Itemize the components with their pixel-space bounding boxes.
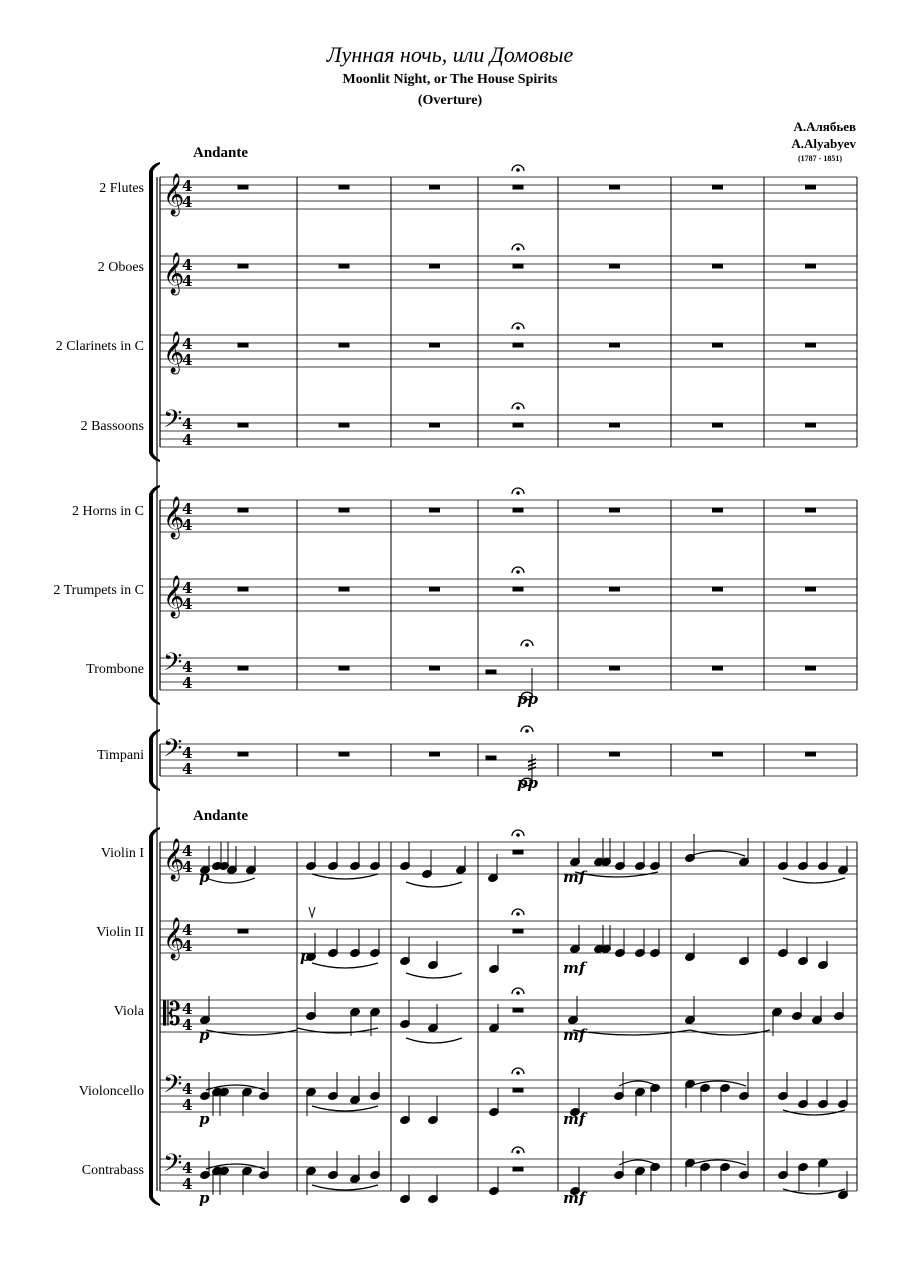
time-signature-numerator: 4: [182, 579, 193, 597]
slur: [783, 1189, 845, 1194]
whole-rest: [339, 423, 349, 427]
half-rest: [513, 1008, 523, 1012]
slur: [312, 1106, 378, 1111]
half-rest: [486, 670, 496, 674]
dynamic-trombone: pp: [517, 690, 538, 708]
instrument-label-cello: Violoncello: [78, 1084, 144, 1099]
time-signature-denominator: 4: [182, 760, 193, 778]
bracket-hook-top: [149, 827, 160, 836]
fermata-dot: [526, 730, 529, 733]
whole-rest: [430, 752, 440, 756]
time-signature-denominator: 4: [182, 674, 193, 692]
barlines: [157, 177, 857, 1191]
treble-clef-icon: 𝄞: [163, 839, 185, 880]
time-signature-numerator: 4: [182, 415, 193, 433]
bass-clef-icon: 𝄢: [163, 1070, 183, 1105]
whole-rest: [430, 508, 440, 512]
bracket-hook-bottom: [149, 453, 160, 462]
tempo-marking-strings: Andante: [193, 808, 249, 824]
treble-clef-icon: 𝄞: [163, 332, 185, 373]
whole-rest: [610, 666, 620, 670]
instrument-label-violin1: Violin I: [100, 846, 144, 861]
instrument-label-oboes: 2 Oboes: [97, 260, 144, 275]
whole-rest: [610, 508, 620, 512]
fermata-dot: [517, 571, 520, 574]
whole-rest: [610, 185, 620, 189]
bracket-hook-bottom: [149, 782, 160, 791]
fermata-dot: [517, 492, 520, 495]
whole-rest: [238, 929, 248, 933]
time-signature-numerator: 4: [182, 256, 193, 274]
dynamic-violin1-m5: mf: [563, 868, 586, 886]
whole-rest: [713, 343, 723, 347]
composer-dates: (1787 - 1851): [798, 154, 842, 163]
whole-rest: [713, 264, 723, 268]
tempo-marking-winds: Andante: [193, 145, 249, 161]
dynamic-violin2-m2: p: [300, 947, 311, 965]
whole-rest: [806, 264, 816, 268]
dynamic-bass-m1: p: [199, 1189, 210, 1207]
bracket: [149, 738, 153, 782]
slur: [406, 1038, 462, 1043]
half-rest: [513, 1088, 523, 1092]
treble-clef-icon: 𝄞: [163, 174, 185, 215]
whole-rest: [806, 752, 816, 756]
time-signature-numerator: 4: [182, 842, 193, 860]
time-signature-denominator: 4: [182, 937, 193, 955]
slur: [206, 1030, 297, 1035]
whole-rest: [713, 666, 723, 670]
bass-clef-icon: 𝄢: [163, 734, 183, 769]
bracket: [149, 171, 153, 453]
up-bow-icon: [309, 907, 315, 917]
bass-clef-icon: 𝄢: [163, 1149, 183, 1184]
composer-russian: А.Алябьев: [793, 119, 856, 134]
slur: [690, 1081, 746, 1086]
time-signature-numerator: 4: [182, 1159, 193, 1177]
bracket-hook-top: [149, 162, 160, 171]
fermata-dot: [517, 992, 520, 995]
time-signature-denominator: 4: [182, 1096, 193, 1114]
dynamic-timpani: pp: [517, 774, 538, 792]
bracket-hook-bottom: [149, 1197, 160, 1206]
score-subtitle: Moonlit Night, or The House Spirits: [342, 72, 558, 87]
slur: [406, 882, 462, 887]
time-signature-denominator: 4: [182, 193, 193, 211]
instrument-label-viola: Viola: [113, 1004, 144, 1019]
whole-rest: [238, 587, 248, 591]
slur: [312, 963, 378, 968]
treble-clef-icon: 𝄞: [163, 918, 185, 959]
fermata-dot: [517, 834, 520, 837]
slur: [690, 851, 745, 856]
time-signature-numerator: 4: [182, 177, 193, 195]
instrument-label-horns: 2 Horns in C: [72, 504, 144, 519]
bass-clef-icon: 𝄢: [163, 405, 183, 440]
treble-clef-icon: 𝄞: [163, 253, 185, 294]
whole-rest: [610, 587, 620, 591]
slur: [406, 973, 462, 978]
whole-rest: [610, 264, 620, 268]
fermata-dot: [517, 913, 520, 916]
staff-lines: [160, 177, 857, 1191]
score-subtitle-overture: (Overture): [417, 93, 483, 108]
whole-rest: [238, 666, 248, 670]
treble-clef-icon: 𝄞: [163, 576, 185, 617]
dynamic-viola-m1: p: [199, 1026, 210, 1044]
bracket-hook-top: [149, 485, 160, 494]
time-signature-numerator: 4: [182, 1080, 193, 1098]
time-signature-numerator: 4: [182, 921, 193, 939]
alto-clef-icon: 𝄡: [163, 995, 181, 1033]
half-rest: [513, 1167, 523, 1171]
dynamic-violin1-m1: p: [199, 868, 210, 886]
dynamic-viola-m5: mf: [563, 1026, 586, 1044]
dynamic-cello-m5: mf: [563, 1110, 586, 1128]
whole-rest: [339, 185, 349, 189]
time-signature-denominator: 4: [182, 595, 193, 613]
score-title: Лунная ночь, или Домовые: [326, 42, 574, 67]
whole-rest: [513, 264, 523, 268]
whole-rest: [339, 752, 349, 756]
whole-rest: [610, 343, 620, 347]
whole-rest: [339, 343, 349, 347]
slur: [783, 1110, 845, 1115]
time-signature-numerator: 4: [182, 744, 193, 762]
time-signature-numerator: 4: [182, 658, 193, 676]
time-signature-denominator: 4: [182, 1016, 193, 1034]
bracket: [149, 836, 153, 1197]
slur: [575, 872, 658, 877]
whole-rest: [430, 264, 440, 268]
whole-rest: [238, 343, 248, 347]
half-rest: [486, 756, 496, 760]
fermata-dot: [517, 248, 520, 251]
dynamic-violin2-m5: mf: [563, 959, 586, 977]
half-rest: [513, 850, 523, 854]
whole-rest: [430, 185, 440, 189]
whole-rest: [238, 752, 248, 756]
whole-rest: [713, 587, 723, 591]
whole-rest: [806, 343, 816, 347]
time-signature-denominator: 4: [182, 272, 193, 290]
whole-rest: [806, 508, 816, 512]
instrument-label-bassoons: 2 Bassoons: [80, 419, 144, 434]
instrument-label-clarinets: 2 Clarinets in C: [55, 339, 144, 354]
instrument-label-timpani: Timpani: [97, 748, 144, 763]
slur: [312, 874, 378, 879]
whole-rest: [713, 185, 723, 189]
treble-clef-icon: 𝄞: [163, 497, 185, 538]
bracket: [149, 494, 153, 696]
dynamics: [199, 690, 588, 1207]
whole-rest: [713, 752, 723, 756]
whole-rest: [430, 343, 440, 347]
whole-rest: [806, 587, 816, 591]
whole-rest: [430, 666, 440, 670]
fermata-dot: [517, 327, 520, 330]
whole-rest: [238, 185, 248, 189]
whole-rest: [430, 587, 440, 591]
whole-rest: [513, 343, 523, 347]
time-signature-denominator: 4: [182, 351, 193, 369]
slur: [312, 1185, 378, 1190]
whole-rest: [430, 423, 440, 427]
whole-rest: [806, 185, 816, 189]
instrument-label-contrabass: Contrabass: [81, 1163, 144, 1178]
time-signature-numerator: 4: [182, 1000, 193, 1018]
instrument-label-trombone: Trombone: [86, 662, 144, 677]
fermata-dot: [517, 1151, 520, 1154]
instrument-label-violin2: Violin II: [96, 925, 144, 940]
slur: [573, 1030, 690, 1035]
whole-rest: [713, 423, 723, 427]
slur: [690, 1030, 770, 1035]
bracket-hook-bottom: [149, 696, 160, 705]
fermata-dot: [526, 644, 529, 647]
whole-rest: [513, 508, 523, 512]
whole-rest: [339, 264, 349, 268]
fermata-dot: [517, 169, 520, 172]
whole-rest: [610, 752, 620, 756]
half-rest: [513, 929, 523, 933]
dynamic-bass-m5: mf: [563, 1189, 586, 1207]
whole-rest: [806, 666, 816, 670]
slur: [783, 878, 845, 883]
fermata-dot: [517, 407, 520, 410]
whole-rest: [339, 508, 349, 512]
composer-english: A.Alyabyev: [791, 136, 856, 151]
whole-rest: [610, 423, 620, 427]
whole-rest: [339, 666, 349, 670]
brackets: [149, 162, 160, 1206]
bracket-hook-top: [149, 729, 160, 738]
whole-rest: [238, 423, 248, 427]
time-signature-denominator: 4: [182, 431, 193, 449]
whole-rest: [513, 185, 523, 189]
whole-rest: [339, 587, 349, 591]
dynamic-cello-m1: p: [199, 1110, 210, 1128]
time-signature-numerator: 4: [182, 500, 193, 518]
slur: [619, 1160, 657, 1165]
time-signature-denominator: 4: [182, 1175, 193, 1193]
slur: [690, 1160, 746, 1165]
whole-rest: [238, 264, 248, 268]
fermata-dot: [517, 1072, 520, 1075]
instrument-label-trumpets: 2 Trumpets in C: [53, 583, 144, 598]
time-signature-denominator: 4: [182, 516, 193, 534]
whole-rest: [806, 423, 816, 427]
whole-rest: [513, 423, 523, 427]
time-signature-numerator: 4: [182, 335, 193, 353]
whole-rest: [513, 587, 523, 591]
glyphs: [163, 173, 192, 1193]
time-signature-denominator: 4: [182, 858, 193, 876]
whole-rest: [713, 508, 723, 512]
instrument-label-flutes: 2 Flutes: [99, 181, 144, 196]
slur: [619, 1081, 657, 1086]
slur: [206, 878, 255, 883]
bass-clef-icon: 𝄢: [163, 648, 183, 683]
whole-rest: [238, 508, 248, 512]
